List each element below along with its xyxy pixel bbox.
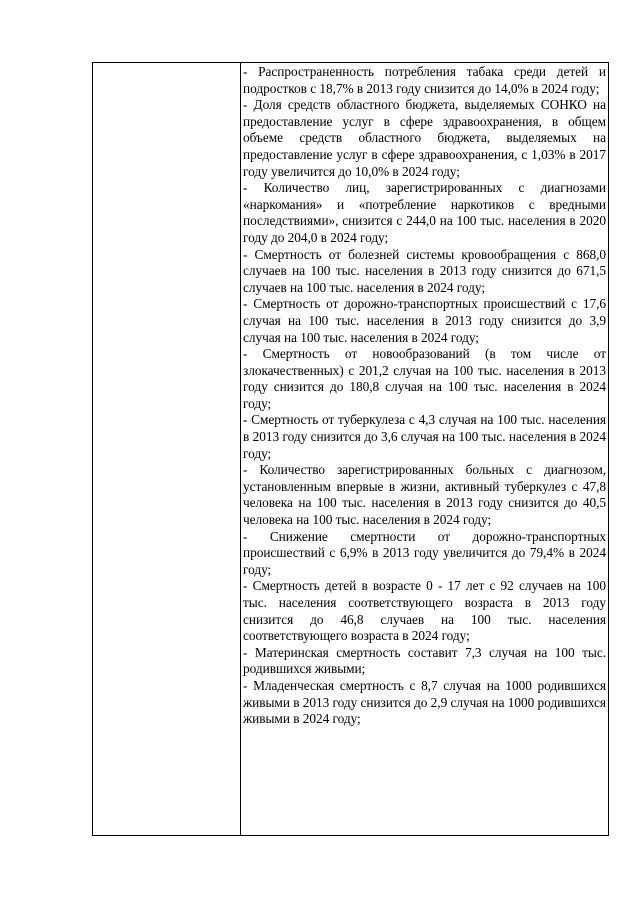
target-item-tobacco: - Распространенность потребления табака среди детей и подростков с 18,7% в 2013 году снизится до 14,0% в 2024 году;	[243, 64, 606, 96]
target-item-circulatory-mortality: - Смертность от болезней системы кровообращения с 868,0 случаев на 100 тыс. населения в 2013 году снизится до 671,5 случаев на 100 тыс. населения в 2024 году;	[243, 246, 606, 295]
target-item-road-accident-mortality: - Смертность от дорожно-транспортных происшествий с 17,6 случая на 100 тыс. населения в 2013 году снизится до 3,9 случая на 100 тыс. населения в 2024 году;	[243, 296, 606, 345]
target-item-child-mortality: - Смертность детей в возрасте 0 - 17 лет с 92 случаев на 100 тыс. населения соответствующего возраста в 2013 году снизится до 46,8 случаев на 100 тыс. населения соответствующего возраста в 2024 году;	[243, 578, 606, 644]
target-item-tuberculosis-incidence: - Количество зарегистрированных больных с диагнозом, установленным впервые в жизни, активный туберкулез с 47,8 человека на 100 тыс. населения в 2013 году снизится до 40,5 человека на 100 тыс. населения в 2024 году;	[243, 462, 606, 528]
document-table	[92, 62, 609, 836]
target-item-tuberculosis-mortality: - Смертность от туберкулеза с 4,3 случая на 100 тыс. населения в 2013 году снизится до 3,6 случая на 100 тыс. населения в 2024 году;	[243, 412, 606, 461]
target-item-infant-mortality: - Младенческая смертность с 8,7 случая на 1000 родившихся живыми в 2013 году снизится до 2,9 случая на 1000 родившихся живыми в 2024 году;	[243, 677, 606, 727]
target-item-neoplasm-mortality: - Смертность от новообразований (в том числе от злокачественных) с 201,2 случая на 100 тыс. населения в 2013 году снизится до 180,8 случая на 100 тыс. населения в 2024 году;	[243, 346, 606, 411]
table-left-cell	[93, 63, 241, 835]
target-item-drug-addiction: - Количество лиц, зарегистрированных с диагнозами «наркомания» и «потребление наркотиков с вредными последствиями», снизится с 244,0 на 100 тыс. населения в 2020 году до 204,0 в 2024 году;	[243, 180, 606, 245]
target-item-maternal-mortality: - Материнская смертность составит 7,3 случая на 100 тыс. родившихся живыми;	[243, 644, 606, 677]
table-right-cell	[241, 63, 608, 835]
target-item-sonko-budget: - Доля средств областного бюджета, выделяемых СОНКО на предоставление услуг в сфере здравоохранения, в общем объеме средств областного бюджета, выделяемых на предоставление услуг в сфере здравоохранения, с 1,03% в 2017 году увеличится до 10,0% в 2024 году;	[243, 97, 606, 179]
target-item-road-accident-reduction: - Снижение смертности от дорожно-транспортных происшествий с 6,9% в 2013 году увеличится до 79,4% в 2024 году;	[243, 528, 606, 577]
